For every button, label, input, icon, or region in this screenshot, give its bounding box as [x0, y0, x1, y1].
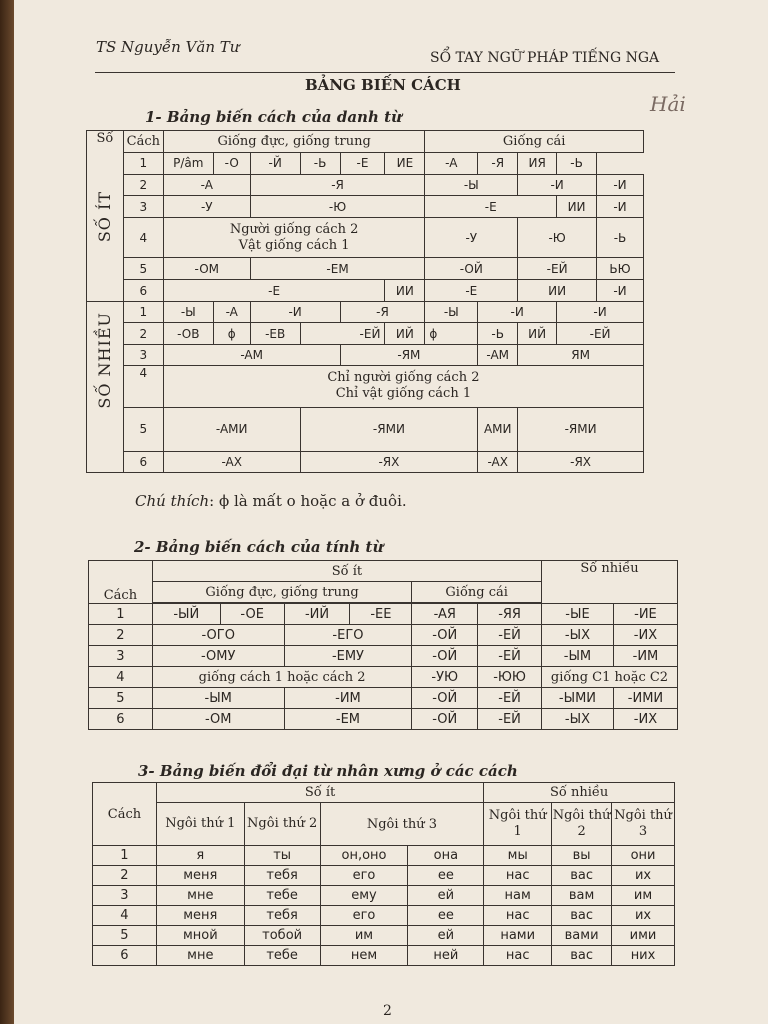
fem-header: Giống cái — [425, 131, 644, 153]
cell: 5 — [123, 407, 163, 451]
cell: -ЫM — [152, 688, 284, 709]
cell: мне — [156, 886, 244, 906]
cell-line: Người giống cách 2 — [229, 221, 359, 237]
cell: вам — [552, 886, 612, 906]
cell: -EЙ — [300, 323, 385, 344]
cell: ее — [408, 906, 484, 926]
cell: -EЙ — [478, 688, 542, 709]
cell: тебе — [244, 946, 320, 966]
cell: ЯM — [518, 344, 644, 365]
cell: -O — [213, 152, 250, 174]
cell: 4 — [123, 366, 163, 408]
cell: нем — [320, 946, 408, 966]
cell: 6 — [123, 451, 163, 472]
so-nhieu-vertical: SỐ NHIỀU — [95, 312, 114, 409]
col-person2-pl: Ngôi thứ 2 — [552, 803, 612, 846]
cell: ϕ — [425, 323, 478, 344]
cell: -Ю — [250, 196, 425, 218]
cell: ЬЮ — [597, 258, 644, 280]
cell: 2 — [89, 625, 153, 646]
cell: ими — [612, 926, 675, 946]
cell: ей — [408, 886, 484, 906]
book-title-header: SỔ TAY NGỮ PHÁP TIẾNG NGA — [430, 50, 660, 66]
book-spine — [0, 0, 14, 1024]
cell: ней — [408, 946, 484, 966]
table-row — [87, 344, 644, 365]
cell: -Ь — [300, 152, 340, 174]
cell: вами — [552, 926, 612, 946]
cell: мы — [484, 846, 552, 866]
cell: -Ь — [597, 218, 644, 258]
cell: -EE — [350, 604, 412, 625]
cell: ИИ — [385, 280, 425, 302]
cell: меня — [156, 906, 244, 926]
cell: -EMУ — [284, 646, 412, 667]
cell: тебя — [244, 906, 320, 926]
cell: 2 — [123, 323, 163, 344]
cell: нас — [484, 866, 552, 886]
cell: им — [612, 886, 675, 906]
cell: -ИE — [613, 604, 677, 625]
cell: ее — [408, 866, 484, 886]
cell: ИЙ — [518, 323, 557, 344]
cell: P/âm — [163, 152, 213, 174]
cell: -ЯMИ — [518, 407, 644, 451]
table-row — [87, 407, 644, 451]
cach-header: Cách — [89, 561, 153, 604]
cach-header: Cách — [93, 783, 157, 846]
cell: нами — [484, 926, 552, 946]
cell: вы — [552, 846, 612, 866]
cell: -E — [163, 280, 385, 302]
cell: -И — [518, 174, 597, 196]
footnote — [135, 492, 407, 510]
cell: 6 — [93, 946, 157, 966]
cell: -EM — [250, 258, 425, 280]
cell: -У — [163, 196, 250, 218]
cell: тебя — [244, 866, 320, 886]
cell: -ЫX — [542, 625, 614, 646]
cell: -E — [340, 152, 385, 174]
cell: мной — [156, 926, 244, 946]
cell: -OЙ — [412, 688, 478, 709]
footnote-label: Chú thích — [135, 492, 210, 510]
table-row — [89, 625, 678, 646]
so-nhieu-label — [87, 302, 124, 473]
so-header: Số — [96, 131, 114, 146]
cell: он,оно — [320, 846, 408, 866]
cell: -EЙ — [557, 323, 644, 344]
cell: вас — [552, 906, 612, 926]
cell: -ИM — [613, 646, 677, 667]
cell: -Ы — [425, 174, 518, 196]
cell: -Ы — [163, 302, 213, 323]
cell: 4 — [123, 218, 163, 258]
cell: 3 — [123, 344, 163, 365]
cell: -Ю — [518, 218, 597, 258]
cell: 3 — [89, 646, 153, 667]
cell: 6 — [123, 280, 163, 302]
table-row — [93, 886, 675, 906]
cell: -EB — [250, 323, 300, 344]
cell: -OЙ — [425, 258, 518, 280]
col-person1-sg: Ngôi thứ 1 — [156, 803, 244, 846]
section2-title: 2- Bảng biến cách của tính từ — [134, 538, 384, 556]
cell: -Ы — [425, 302, 478, 323]
adjective-declension-table — [88, 560, 678, 730]
cell: -И — [557, 302, 644, 323]
cell: -ИMИ — [613, 688, 677, 709]
page-number: 2 — [383, 1003, 392, 1019]
cell: -Й — [250, 152, 300, 174]
cell: AMИ — [478, 407, 518, 451]
cell: 2 — [93, 866, 157, 886]
author-header: TS Nguyễn Văn Tư — [96, 38, 240, 56]
cell: -У — [425, 218, 518, 258]
cell: -ЫM — [542, 646, 614, 667]
cell: -OM — [152, 709, 284, 730]
cell: 5 — [89, 688, 153, 709]
section3-title: 3- Bảng biến đổi đại từ nhân xưng ở các cách — [138, 762, 518, 780]
cell: она — [408, 846, 484, 866]
cell: ИИ — [557, 196, 597, 218]
cell: -ЯMИ — [300, 407, 478, 451]
cell: 3 — [123, 196, 163, 218]
cell-line: Chỉ người giống cách 2 — [327, 370, 480, 386]
cell: я — [156, 846, 244, 866]
table-row — [89, 667, 678, 688]
cell: -AMИ — [163, 407, 300, 451]
cell: его — [320, 866, 408, 886]
cell: -EЙ — [518, 258, 597, 280]
cell: ИЯ — [518, 152, 557, 174]
cell: -A — [163, 174, 250, 196]
cell: -AX — [163, 451, 300, 472]
cell: нам — [484, 886, 552, 906]
col-person2-sg: Ngôi thứ 2 — [244, 803, 320, 846]
cell: -И — [478, 302, 557, 323]
cell: их — [612, 866, 675, 886]
cell — [163, 366, 643, 408]
cell: ей — [408, 926, 484, 946]
table-row — [93, 926, 675, 946]
table-row — [87, 218, 644, 258]
cell: -ИM — [284, 688, 412, 709]
cell: -EЙ — [478, 625, 542, 646]
cell: его — [320, 906, 408, 926]
cell-line: Vật giống cách 1 — [238, 237, 350, 253]
so-it-header: Số ít — [156, 783, 483, 803]
cell: вас — [552, 866, 612, 886]
cell-line: Chỉ vật giống cách 1 — [335, 386, 472, 402]
cell: -Ь — [478, 323, 518, 344]
cell: -ИЙ — [284, 604, 350, 625]
cell: -A — [425, 152, 478, 174]
so-it-header: Số ít — [152, 561, 541, 582]
cell: -OM — [163, 258, 250, 280]
table-row — [87, 323, 644, 344]
cell: им — [320, 926, 408, 946]
cell: них — [612, 946, 675, 966]
table-row — [93, 846, 675, 866]
cell: -И — [597, 196, 644, 218]
cell: -EM — [284, 709, 412, 730]
cell: -ЫЙ — [152, 604, 220, 625]
cach-header: Cách — [123, 131, 163, 153]
cell: -OГO — [152, 625, 284, 646]
cell: -ЯX — [300, 451, 478, 472]
cell: -OЙ — [412, 646, 478, 667]
cell: -УЮ — [412, 667, 478, 688]
cell: 5 — [123, 258, 163, 280]
cell: -OB — [163, 323, 213, 344]
cell: -И — [250, 302, 340, 323]
cell: -E — [425, 280, 518, 302]
cell: -OE — [220, 604, 284, 625]
table-row — [89, 604, 678, 625]
table-row — [89, 646, 678, 667]
cell: -Я — [478, 152, 518, 174]
fem-header: Giống cái — [412, 582, 542, 603]
cell: 5 — [93, 926, 157, 946]
table-row — [93, 866, 675, 886]
page-title: BẢNG BIẾN CÁCH — [305, 76, 461, 94]
cell: 1 — [123, 302, 163, 323]
masc-neut-header: Giống đực, giống trung — [163, 131, 425, 153]
cell: -ЯЯ — [478, 604, 542, 625]
cell: -ЯM — [340, 344, 478, 365]
noun-declension-table — [86, 130, 644, 473]
cell: 2 — [123, 174, 163, 196]
pronoun-declension-table — [92, 782, 675, 966]
cell: меня — [156, 866, 244, 886]
table-row — [87, 451, 644, 472]
table-row — [87, 280, 644, 302]
cell: -И — [597, 280, 644, 302]
cell: -AM — [163, 344, 340, 365]
section1-title: 1- Bảng biến cách của danh từ — [145, 108, 402, 126]
cell: -EГO — [284, 625, 412, 646]
cell: -AЯ — [412, 604, 478, 625]
cell: -Я — [250, 174, 425, 196]
cell: giống C1 hoặc C2 — [542, 667, 678, 688]
cell: 3 — [93, 886, 157, 906]
cell: ИЙ — [385, 323, 425, 344]
cell: ИИ — [518, 280, 597, 302]
masc-neut-header: Giống đực, giống trung — [152, 582, 412, 603]
cell — [163, 218, 425, 258]
so-it-vertical: SỐ ÍT — [95, 191, 114, 243]
so-nhieu-header: Số nhiều — [484, 783, 675, 803]
cell: -Ь — [557, 152, 597, 174]
cell: 6 — [89, 709, 153, 730]
cell: 4 — [89, 667, 153, 688]
cell: ϕ — [213, 323, 250, 344]
table-row — [87, 302, 644, 323]
cell: -ЯX — [518, 451, 644, 472]
table-row — [93, 946, 675, 966]
cell: тебе — [244, 886, 320, 906]
cell: -И — [597, 174, 644, 196]
cell: giống cách 1 hoặc cách 2 — [152, 667, 412, 688]
cell: -ИX — [613, 625, 677, 646]
table-row — [93, 906, 675, 926]
cell: 1 — [123, 152, 163, 174]
cell: -EЙ — [478, 709, 542, 730]
so-nhieu-header: Số nhiều — [542, 561, 678, 604]
cell: -AM — [478, 344, 518, 365]
cell: 1 — [89, 604, 153, 625]
cell: тобой — [244, 926, 320, 946]
col-person3-sg: Ngôi thứ 3 — [320, 803, 484, 846]
cell: -ЫMИ — [542, 688, 614, 709]
table-row — [87, 258, 644, 280]
cell: -ИX — [613, 709, 677, 730]
table-row — [89, 688, 678, 709]
handwritten-note: Hải — [650, 92, 686, 116]
table-row — [87, 152, 644, 174]
footnote-text: : ϕ là mất o hoặc a ở đuôi. — [209, 492, 407, 510]
cell: -AX — [478, 451, 518, 472]
cell: -EЙ — [478, 646, 542, 667]
cell: 4 — [93, 906, 157, 926]
cell: они — [612, 846, 675, 866]
table-row — [87, 174, 644, 196]
header-rule — [95, 72, 675, 73]
col-person1-pl: Ngôi thứ 1 — [484, 803, 552, 846]
cell: нас — [484, 906, 552, 926]
col-person3-pl: Ngôi thứ 3 — [612, 803, 675, 846]
table-row — [89, 709, 678, 730]
cell: -Я — [340, 302, 425, 323]
cell: -OЙ — [412, 625, 478, 646]
cell: ты — [244, 846, 320, 866]
cell: -A — [213, 302, 250, 323]
cell: -OЙ — [412, 709, 478, 730]
cell: вас — [552, 946, 612, 966]
cell: -OMУ — [152, 646, 284, 667]
table-row — [87, 196, 644, 218]
cell: ИE — [385, 152, 425, 174]
cell: -ЮЮ — [478, 667, 542, 688]
cell: нас — [484, 946, 552, 966]
table-row — [87, 366, 644, 408]
cell: ему — [320, 886, 408, 906]
cell: мне — [156, 946, 244, 966]
cell: -ЫE — [542, 604, 614, 625]
so-it-label — [87, 131, 124, 302]
cell: -ЫX — [542, 709, 614, 730]
cell: -E — [425, 196, 557, 218]
cell: 1 — [93, 846, 157, 866]
cell: их — [612, 906, 675, 926]
